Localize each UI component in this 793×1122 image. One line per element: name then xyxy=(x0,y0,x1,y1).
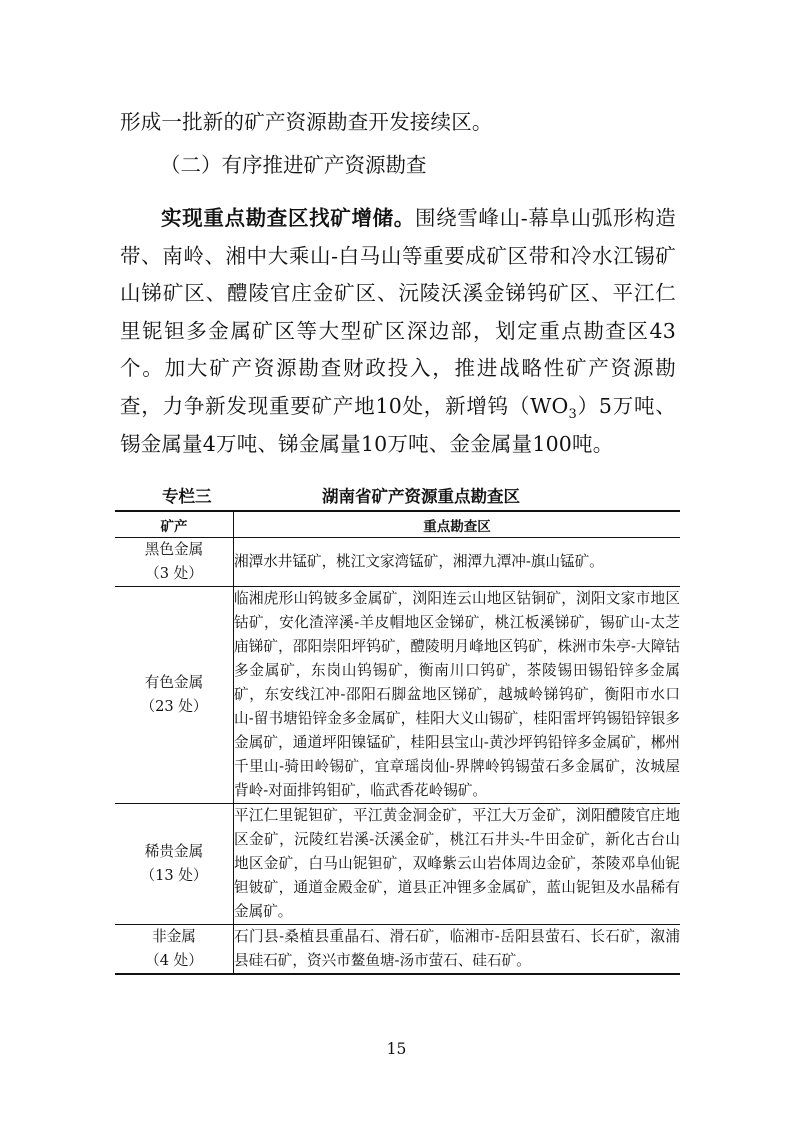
table-row xyxy=(115,538,680,587)
category-count: （23 处） xyxy=(140,698,208,715)
column-header-mineral: 矿产 xyxy=(115,511,234,538)
table-row xyxy=(115,587,680,804)
category-cell xyxy=(115,538,234,587)
paragraph-lead: 实现重点勘查区找矿增储。 xyxy=(161,206,415,230)
category-name: 非金属 xyxy=(152,928,196,945)
category-count: （13 处） xyxy=(140,867,208,884)
table-row xyxy=(115,804,680,925)
category-name: 稀贵金属 xyxy=(144,843,204,860)
category-cell xyxy=(115,925,234,975)
category-name: 黑色金属 xyxy=(144,541,204,558)
category-cell xyxy=(115,804,234,925)
paragraph-text: 围绕雪峰山-幕阜山弧形构造带、南岭、湘中大乘山-白马山等重要成矿区带和冷水江锡矿山锑矿区、醴陵官庄金矿区、沅陵沃溪金锑钨矿区、平江仁里铌钽多金属矿区等大型矿区深边部，划定重点勘查区43个。加大矿产资源勘查财政投入，推进战略性矿产资源勘查，力争新发现重要矿产地10处，新增钨（WO xyxy=(120,206,676,418)
areas-cell: 石门县-桑植县重晶石、滑石矿，临湘市-岳阳县萤石、长石矿，溆浦县硅石矿，资兴市鳌鱼塘-汤市萤石、硅石矿。 xyxy=(234,928,680,969)
category-count: （3 处） xyxy=(145,565,203,582)
table-row xyxy=(115,925,680,975)
category-count: （4 处） xyxy=(145,952,203,969)
areas-cell: 临湘虎形山钨铍多金属矿，浏阳连云山地区钴铜矿，浏阳文家市地区钴矿，安化渣滓溪-羊皮帽地区金锑矿，桃江板溪锑矿，锡矿山-太芝庙锑矿，邵阳崇阳坪钨矿，醴陵明月峰地区钨矿，株洲市朱亭-大障钴多金属矿，东岗山钨锡矿，衡南川口钨矿，茶陵锡田锡铅锌多金属矿，东安线江冲-邵阳石脚盆地区锑矿，越城岭锑钨矿，衡阳市水口山-留书塘铅锌金多金属矿，桂阳大义山锡矿，桂阳雷坪钨锡铅锌银多金属矿，通道坪阳镍锰矿，桂阳县宝山-黄沙坪钨铅锌多金属矿，郴州千里山-骑田岭锡矿，宜章瑶岗仙-界牌岭钨锡萤石多金属矿，汝城屋背岭-对面排钨钼矿，临武香花岭锡矿。 xyxy=(234,587,681,804)
areas-cell: 湘潭水井锰矿，桃江文家湾锰矿，湘潭九潭冲-旗山锰矿。 xyxy=(234,538,681,587)
box-label: 专栏三 xyxy=(162,487,212,506)
paragraph-continuation: 形成一批新的矿产资源勘查开发接续区。 xyxy=(120,110,493,134)
page-number: 15 xyxy=(386,1040,407,1058)
body-paragraph xyxy=(120,200,676,463)
box-title: 湖南省矿产资源重点勘查区 xyxy=(322,487,520,506)
table-header-row xyxy=(115,511,680,538)
category-cell xyxy=(115,587,234,804)
areas-cell: 平江仁里铌钽矿，平江黄金洞金矿，平江大万金矿，浏阳醴陵官庄地区金矿，沅陵红岩溪-沃溪金矿，桃江石井头-牛田金矿，新化古台山地区金矿，白马山铌钽矿，双峰紫云山岩体周边金矿，茶陵邓阜仙铌钽铍矿，通道金殿金矿，道县正冲锂多金属矿，蓝山铌钽及水晶稀有金属矿。 xyxy=(234,804,681,925)
paragraph-text-end: ）5万吨、锡金属量4万吨、锑金属量10万吨、金金属量100吨。 xyxy=(120,393,676,456)
column-header-areas: 重点勘查区 xyxy=(234,511,681,538)
exploration-areas-table xyxy=(115,510,680,975)
formula-subscript: 3 xyxy=(568,407,578,423)
section-heading: （二）有序推进矿产资源勘查 xyxy=(160,153,427,177)
category-name: 有色金属 xyxy=(144,674,204,691)
